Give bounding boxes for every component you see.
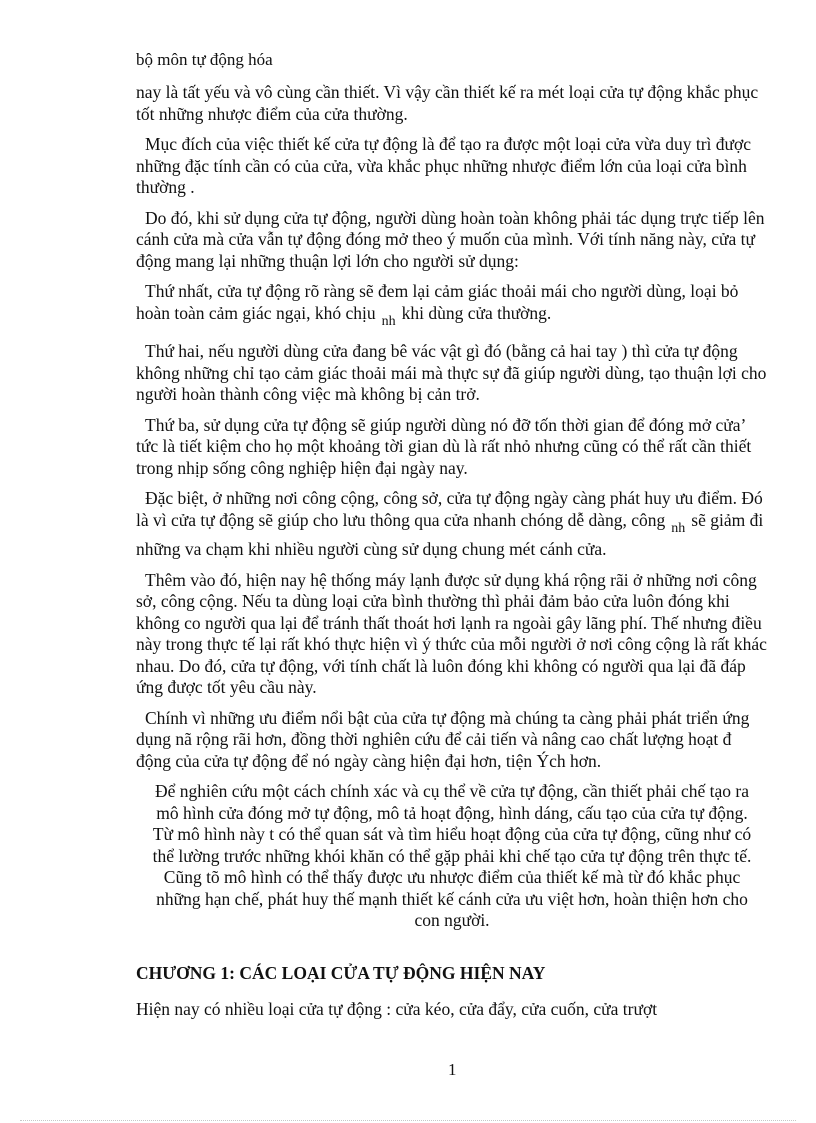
paragraph-6: Thứ ba, sử dụng cửa tự động sẽ giúp người dùng nó đỡ tốn thời gian để đóng mở cửa’ tức là tiết kiệm cho họ một khoảng tời gian dù là rất nhỏ nhưng cũng có thể rất cần thiết trong nhịp sống công nghiệp hiện đại ngày nay. — [136, 414, 752, 478]
body-text — [136, 82, 768, 941]
paragraph-4-text-b: khi dùng cửa thường. — [401, 302, 552, 323]
page-divider — [20, 1120, 796, 1121]
running-header: bộ môn tự động hóa — [136, 50, 273, 69]
chapter-heading: CHƯƠNG 1: CÁC LOẠI CỬA TỰ ĐỘNG HIỆN NAY — [136, 963, 546, 983]
paragraph-7 — [136, 488, 768, 561]
paragraph-10: Để nghiên cứu một cách chính xác và cụ thể về cửa tự động, cần thiết phải chế tạo ra mô hình cửa đóng mở tự động, mô tả hoạt động, hình dáng, cấu tạo của cửa tự động. Từ mô hình này t có thể quan sát và tìm hiểu hoạt động của cửa tự động, cũng như có thể lường trước những khói khăn có thể gặp phải khi chế tạo cửa tự động trên thực tế. Cũng tõ mô hình có thể thấy được ưu nhược điểm của thiết kế mà từ đó khắc phục những hạn chế, phát huy thế mạnh thiết kế cánh cửa ưu việt hơn, hoàn thiện hơn cho con người. — [152, 781, 752, 930]
paragraph-9: Chính vì những ưu điểm nổi bật của cửa tự động mà chúng ta càng phải phát triển ứng dụng nã rộng rãi hơn, đồng thời nghiên cứu để cải tiến và nâng cao chất lượng hoạt đ động của cửa tự động để nó ngày càng hiện đại hơn, tiện Ých hơn. — [136, 707, 750, 771]
paragraph-1: nay là tất yếu và vô cùng cần thiết. Vì vậy cần thiết kế ra mét loại cửa tự động khắc phục tốt những nhược điểm của cửa thường. — [136, 82, 759, 124]
paragraph-8: Thêm vào đó, hiện nay hệ thống máy lạnh được sử dụng khá rộng rãi ở những nơi công sở, công cộng. Nếu ta dùng loại cửa bình thường thì phải đảm bảo cửa luôn đóng khi không co người qua lại để tránh thất thoát hơi lạnh ra ngoài gây lãng phí. Thế nhưng điều này trong thực tế lại rất khó thực hiện vì ý thức của mỗi người ở nơi công cộng là rất khác nhau. Do đó, cửa tự động, với tính chất là luôn đóng khi không có người qua lại đã đáp ứng được tốt yêu cầu này. — [136, 569, 767, 697]
paragraph-7-text-b: sẽ giảm đi những va chạm khi nhiều người cùng sử dụng chung mét cánh cửa. — [136, 509, 764, 559]
paragraph-4-subscript: nh — [381, 313, 396, 329]
paragraph-5: Thứ hai, nếu người dùng cửa đang bê vác vật gì đó (bằng cả hai tay ) thì cửa tự động không những chỉ tạo cảm giác thoải mái mà thực sự đã giúp người dùng, tạo thuận lợi cho người hoàn thành công việc mà không bị cản trở. — [136, 341, 767, 404]
paragraph-4-text-a: Thứ nhất, cửa tự động rõ ràng sẽ đem lại cảm giác thoải mái cho người dùng, loại bỏ hoàn toàn cảm giác ngại, khó chịu — [136, 281, 739, 323]
page-number: 1 — [448, 1060, 457, 1079]
chapter-intro: Hiện nay có nhiều loại cửa tự động : cửa kéo, cửa đẩy, cửa cuốn, cửa trượt — [136, 999, 658, 1019]
paragraph-3: Do đó, khi sử dụng cửa tự động, người dùng hoàn toàn không phải tác dụng trực tiếp lên cánh cửa mà cửa vẫn tự động đóng mở theo ý muốn của mình. Với tính năng này, cửa tự động mang lại những thuận lợi lớn cho người sử dụng: — [136, 207, 765, 271]
paragraph-4 — [136, 281, 768, 332]
paragraph-7-text-a: Đặc biệt, ở những nơi công cộng, công sở, cửa tự động ngày càng phát huy ưu điểm. Đó là vì cửa tự động sẽ giúp cho lưu thông qua cửa nhanh chóng dễ dàng, công — [136, 488, 763, 530]
paragraph-7-subscript: nh — [671, 520, 686, 536]
paragraph-2: Mục đích của việc thiết kế cửa tự động là để tạo ra được một loại cửa vừa duy trì được những đặc tính cần có của cửa, vừa khắc phục những nhược điểm lớn của loại cửa bình thường . — [136, 134, 752, 197]
